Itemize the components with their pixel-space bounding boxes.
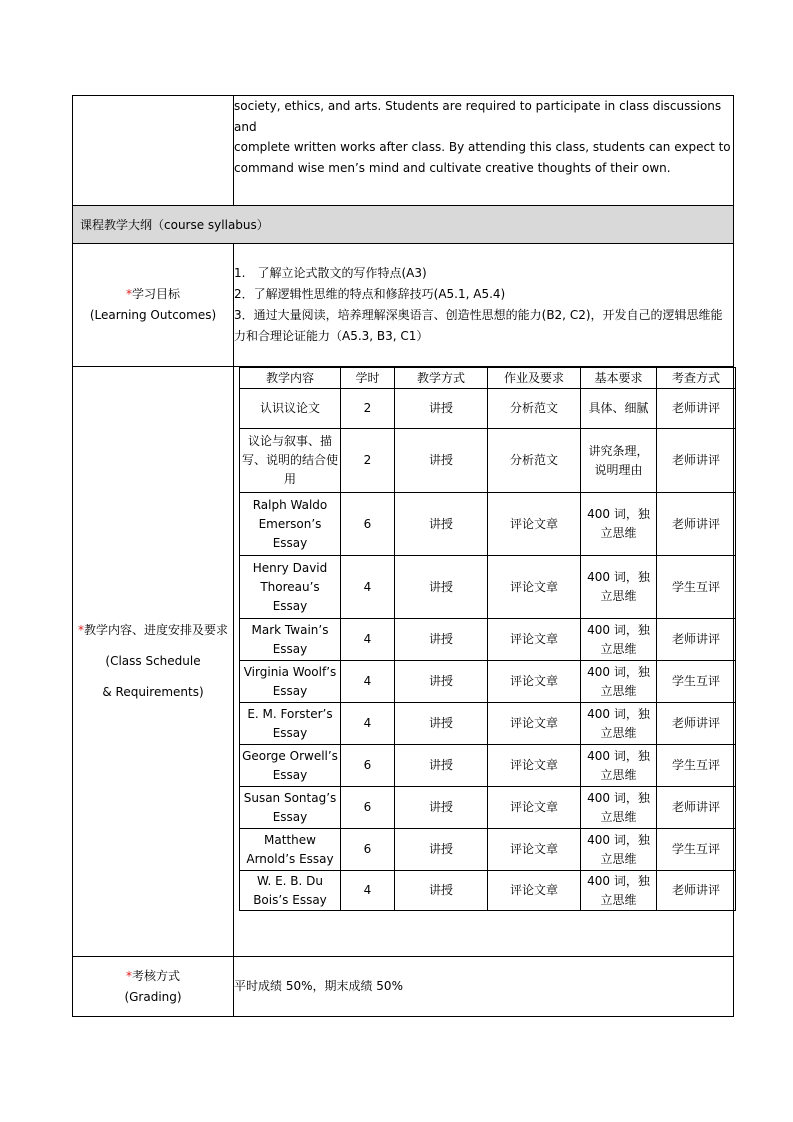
cell-hours: 4 <box>341 619 395 661</box>
syllabus-header: 课程教学大纲（course syllabus） <box>73 206 734 244</box>
cell-homework: 评论文章 <box>488 619 581 661</box>
cell-assessment: 老师讲评 <box>657 429 736 493</box>
cell-method: 讲授 <box>395 556 488 619</box>
schedule-label-cn: *教学内容、进度安排及要求 <box>77 623 228 637</box>
cell-content: Henry David Thoreau’s Essay <box>240 556 341 619</box>
schedule-row-item <box>240 787 736 829</box>
cell-method: 讲授 <box>395 429 488 493</box>
cell-requirement: 400 词，独立思维 <box>581 619 657 661</box>
cell-content: E. M. Forster’s Essay <box>240 703 341 745</box>
cell-homework: 分析范文 <box>488 389 581 429</box>
learning-outcomes-list <box>234 244 734 367</box>
intro-row <box>73 96 734 206</box>
schedule-row-item <box>240 429 736 493</box>
col-header-hours: 学时 <box>341 368 395 389</box>
schedule-table <box>239 367 736 911</box>
cell-content: Virginia Woolf’s Essay <box>240 661 341 703</box>
cell-requirement: 400 词，独立思维 <box>581 703 657 745</box>
cell-method: 讲授 <box>395 829 488 871</box>
cell-requirement: 400 词，独立思维 <box>581 493 657 556</box>
description-line: command wise men’s mind and cultivate creative thoughts of their own. <box>234 160 671 175</box>
schedule-row-item <box>240 661 736 703</box>
cell-homework: 评论文章 <box>488 703 581 745</box>
cell-content: George Orwell’s Essay <box>240 745 341 787</box>
learning-outcomes-label <box>73 244 234 367</box>
schedule-row-item <box>240 493 736 556</box>
cell-homework: 评论文章 <box>488 745 581 787</box>
required-asterisk: * <box>125 968 132 983</box>
cell-requirement: 400 词，独立思维 <box>581 661 657 703</box>
learning-outcomes-label-en: (Learning Outcomes) <box>89 308 217 322</box>
learning-outcome-item: 1. 了解立论式散文的写作特点(A3) <box>234 266 427 280</box>
cell-method: 讲授 <box>395 787 488 829</box>
col-header-content: 教学内容 <box>240 368 341 389</box>
cell-hours: 6 <box>341 493 395 556</box>
cell-requirement: 400 词，独立思维 <box>581 829 657 871</box>
schedule-row-item <box>240 619 736 661</box>
cell-requirement: 400 词，独立思维 <box>581 745 657 787</box>
cell-requirement: 具体、细腻 <box>581 389 657 429</box>
cell-assessment: 学生互评 <box>657 829 736 871</box>
cell-requirement: 讲究条理，说明理由 <box>581 429 657 493</box>
syllabus-header-row <box>73 206 734 244</box>
cell-homework: 评论文章 <box>488 661 581 703</box>
cell-assessment: 老师讲评 <box>657 619 736 661</box>
col-header-homework: 作业及要求 <box>488 368 581 389</box>
cell-method: 讲授 <box>395 619 488 661</box>
schedule-row-item <box>240 871 736 911</box>
cell-assessment: 学生互评 <box>657 556 736 619</box>
col-header-method: 教学方式 <box>395 368 488 389</box>
cell-method: 讲授 <box>395 661 488 703</box>
learning-outcome-item: 2．了解逻辑性思维的特点和修辞技巧(A5.1, A5.4) <box>234 287 506 301</box>
cell-assessment: 学生互评 <box>657 745 736 787</box>
description-line: society, ethics, and arts. Students are required to participate in class discussions and <box>234 99 722 134</box>
schedule-row <box>73 367 734 957</box>
cell-hours: 2 <box>341 429 395 493</box>
cell-assessment: 老师讲评 <box>657 871 736 911</box>
learning-outcomes-row <box>73 244 734 367</box>
col-header-assessment: 考查方式 <box>657 368 736 389</box>
schedule-label-en: (Class Schedule <box>105 654 201 668</box>
cell-content: Susan Sontag’s Essay <box>240 787 341 829</box>
grading-label-cn: *考核方式 <box>125 968 180 983</box>
cell-method: 讲授 <box>395 871 488 911</box>
schedule-cell <box>234 367 734 957</box>
schedule-header-row <box>240 368 736 389</box>
cell-homework: 评论文章 <box>488 787 581 829</box>
cell-homework: 分析范文 <box>488 429 581 493</box>
grading-text: 平时成绩 50%，期末成绩 50% <box>234 957 734 1017</box>
cell-requirement: 400 词，独立思维 <box>581 871 657 911</box>
required-asterisk: * <box>77 623 84 637</box>
schedule-row-item <box>240 745 736 787</box>
cell-method: 讲授 <box>395 493 488 556</box>
schedule-row-item <box>240 703 736 745</box>
intro-label-cell <box>73 96 234 206</box>
cell-homework: 评论文章 <box>488 493 581 556</box>
cell-method: 讲授 <box>395 745 488 787</box>
grading-label <box>73 957 234 1017</box>
learning-outcome-item: 3．通过大量阅读，培养理解深奥语言、创造性思想的能力(B2, C2)，开发自己的逻辑思维能力和合理论证能力（A5.3, B3, C1） <box>234 308 723 343</box>
cell-hours: 2 <box>341 389 395 429</box>
cell-hours: 6 <box>341 745 395 787</box>
schedule-row-item <box>240 389 736 429</box>
cell-content: W. E. B. Du Bois’s Essay <box>240 871 341 911</box>
cell-content: Mark Twain’s Essay <box>240 619 341 661</box>
col-header-requirement: 基本要求 <box>581 368 657 389</box>
cell-hours: 4 <box>341 556 395 619</box>
cell-method: 讲授 <box>395 389 488 429</box>
cell-hours: 6 <box>341 829 395 871</box>
schedule-body <box>240 389 736 911</box>
required-asterisk: * <box>125 287 132 301</box>
cell-homework: 评论文章 <box>488 871 581 911</box>
cell-assessment: 学生互评 <box>657 661 736 703</box>
cell-method: 讲授 <box>395 703 488 745</box>
cell-assessment: 老师讲评 <box>657 703 736 745</box>
schedule-row-item <box>240 556 736 619</box>
cell-hours: 4 <box>341 703 395 745</box>
schedule-row-item <box>240 829 736 871</box>
grading-row <box>73 957 734 1017</box>
learning-outcomes-label-cn: *学习目标 <box>125 287 180 301</box>
cell-hours: 4 <box>341 871 395 911</box>
course-description <box>234 96 734 206</box>
cell-hours: 4 <box>341 661 395 703</box>
cell-homework: 评论文章 <box>488 556 581 619</box>
cell-assessment: 老师讲评 <box>657 787 736 829</box>
syllabus-table <box>72 95 734 1017</box>
cell-content: Ralph Waldo Emerson’s Essay <box>240 493 341 556</box>
cell-homework: 评论文章 <box>488 829 581 871</box>
cell-requirement: 400 词，独立思维 <box>581 787 657 829</box>
schedule-label-en: & Requirements) <box>102 685 204 699</box>
schedule-label <box>73 367 234 957</box>
cell-assessment: 老师讲评 <box>657 389 736 429</box>
cell-requirement: 400 词，独立思维 <box>581 556 657 619</box>
description-line: complete written works after class. By attending this class, students can expect to <box>234 140 731 154</box>
cell-content: 议论与叙事、描写、说明的结合使用 <box>240 429 341 493</box>
cell-hours: 6 <box>341 787 395 829</box>
cell-assessment: 老师讲评 <box>657 493 736 556</box>
grading-label-en: (Grading) <box>124 989 182 1004</box>
cell-content: 认识议论文 <box>240 389 341 429</box>
cell-content: Matthew Arnold’s Essay <box>240 829 341 871</box>
